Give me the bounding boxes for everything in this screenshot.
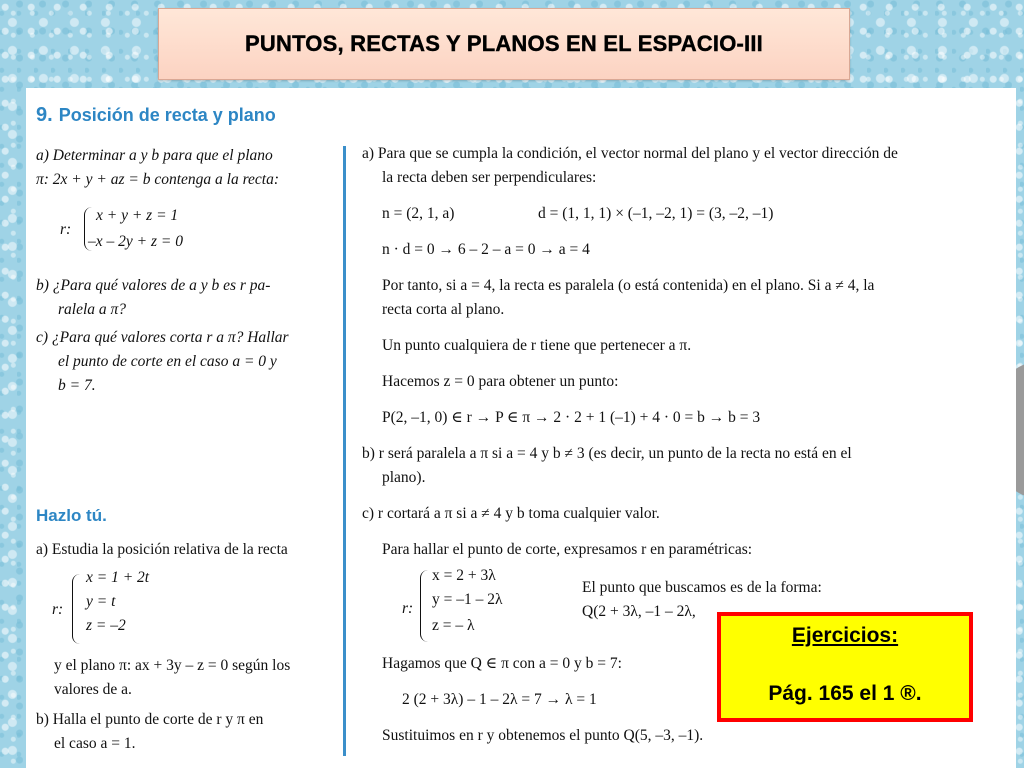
exercises-title: Ejercicios: xyxy=(791,624,899,647)
section-title-text: Posición de recta y plano xyxy=(58,105,276,125)
sol-line-15: Q(2 + 3λ, –1 – 2λ, xyxy=(582,603,696,620)
param-brace xyxy=(420,570,429,642)
slide-title-box xyxy=(158,8,850,80)
problem-c-line1: c) ¿Para qué valores corta r a π? Hallar xyxy=(36,329,289,346)
problem-a-line1: a) Determinar a y b para que el plano xyxy=(36,147,273,164)
sol-line-16: Hagamos que Q ∈ π con a = 0 y b = 7: xyxy=(382,655,622,672)
sol-direction-vector: d = (1, 1, 1) × (–1, –2, 1) = (3, –2, –1) xyxy=(538,205,774,222)
section-number: 9. xyxy=(36,104,53,126)
hazlo-b-line1: b) Halla el punto de corte de r y π en xyxy=(36,711,264,728)
hazlo-eq3: z = –2 xyxy=(86,617,126,634)
exercises-reference: Pág. 165 el 1 ®. xyxy=(768,682,922,705)
param-r-label: r: xyxy=(402,600,414,617)
sol-line-14: El punto que buscamos es de la forma: xyxy=(582,579,822,596)
param-eq3: z = – λ xyxy=(432,617,475,634)
sol-line-18: Sustituimos en r y obtenemos el punto Q(5, –3, –1). xyxy=(382,727,704,744)
hazlo-r-label: r: xyxy=(52,601,64,618)
param-eq1: x = 2 + 3λ xyxy=(432,567,496,584)
sol-normal-vector: n = (2, 1, a) xyxy=(382,205,455,222)
system-r-eq2: –x – 2y + z = 0 xyxy=(88,233,183,250)
system-r-eq1: x + y + z = 1 xyxy=(96,207,179,224)
sol-dot-product: n · d = 0 → 6 – 2 – a = 0 → a = 4 xyxy=(382,241,590,258)
problem-a-line2: π: 2x + y + az = b contenga a la recta: xyxy=(36,171,280,188)
problem-b-line2: ralela a π? xyxy=(58,301,127,318)
hazlo-a-line2: y el plano π: ax + 3y – z = 0 según los xyxy=(54,657,291,674)
problem-c-line2: el punto de corte en el caso a = 0 y xyxy=(58,353,277,370)
sol-line-13: Para hallar el punto de corte, expresamos r en paramétricas: xyxy=(382,541,753,558)
hazlo-a-line1: a) Estudia la posición relativa de la recta xyxy=(36,541,288,558)
param-eq2: y = –1 – 2λ xyxy=(432,591,503,608)
sol-line-12: c) r cortará a π si a ≠ 4 y b toma cualquier valor. xyxy=(362,505,660,522)
slide-title: PUNTOS, RECTAS Y PLANOS EN EL ESPACIO-III xyxy=(245,31,763,56)
sol-line-10: b) r será paralela a π si a = 4 y b ≠ 3 (es decir, un punto de la recta no está en el xyxy=(362,445,852,462)
sol-line-6: recta corta al plano. xyxy=(382,301,505,318)
exercises-box xyxy=(717,612,973,722)
sol-line-5: Por tanto, si a = 4, la recta es paralela (o está contenida) en el plano. Si a ≠ 4, la xyxy=(382,277,875,294)
hazlo-title: Hazlo tú. xyxy=(36,506,107,525)
problem-c-line3: b = 7. xyxy=(58,377,96,394)
sol-line-1: a) Para que se cumpla la condición, el vector normal del plano y el vector dirección de xyxy=(362,145,898,162)
system-r-label: r: xyxy=(60,221,72,238)
hazlo-eq2: y = t xyxy=(86,593,116,610)
sol-line-11: plano). xyxy=(382,469,426,486)
sol-line-2: la recta deben ser perpendiculares: xyxy=(382,169,597,186)
sol-line-17: 2 (2 + 3λ) – 1 – 2λ = 7 → λ = 1 xyxy=(402,691,597,708)
sol-line-8: Hacemos z = 0 para obtener un punto: xyxy=(382,373,619,390)
hazlo-b-line2: el caso a = 1. xyxy=(54,735,136,752)
sol-line-7: Un punto cualquiera de r tiene que pertenecer a π. xyxy=(382,337,692,354)
hazlo-brace xyxy=(72,574,81,644)
hazlo-eq1: x = 1 + 2t xyxy=(86,569,150,586)
problem-b-line1: b) ¿Para qué valores de a y b es r pa- xyxy=(36,277,271,294)
section-title xyxy=(36,104,276,127)
sol-line-9: P(2, –1, 0) ∈ r → P ∈ π → 2 · 2 + 1 (–1) + 4 · 0 = b → b = 3 xyxy=(382,409,761,426)
column-divider xyxy=(343,146,346,756)
hazlo-a-line3: valores de a. xyxy=(54,681,132,698)
